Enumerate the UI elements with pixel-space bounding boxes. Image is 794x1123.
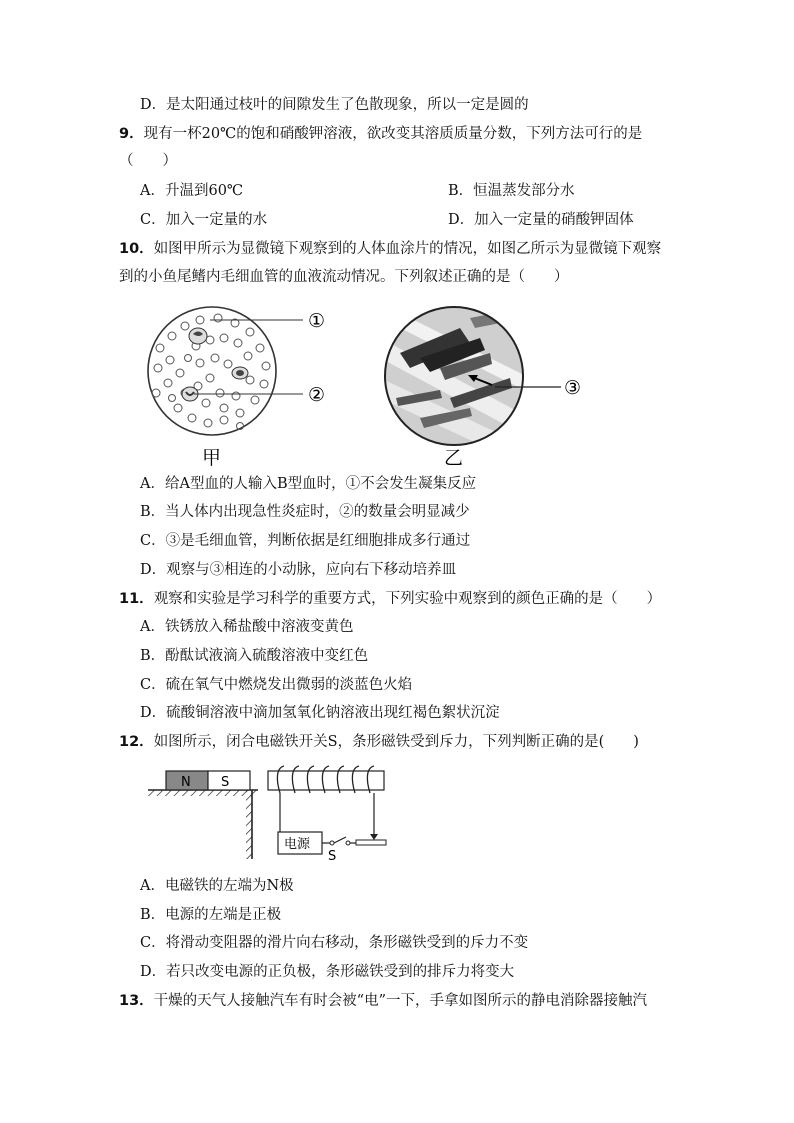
q9-option-c: C．加入一定量的水 xyxy=(140,212,268,228)
q11-stem-text: 观察和实验是学习科学的重要方式，下列实验中观察到的颜色正确的是（ ） xyxy=(153,591,662,607)
q8-option-d: D．是太阳通过枝叶的间隙发生了色散现象，所以一定是圆的 xyxy=(140,97,529,113)
q11-stem xyxy=(119,589,661,609)
q11-option-d: D．硫酸铜溶液中滴加氢氧化钠溶液出现红褐色絮状沉淀 xyxy=(140,705,500,721)
q12-option-c: C．将滑动变阻器的滑片向右移动，条形磁铁受到的斥力不变 xyxy=(140,935,529,951)
q9-stem-text: 现有一杯20℃的饱和硝酸钾溶液，欲改变其溶质质量分数，下列方法可行的是 xyxy=(143,126,643,142)
q10-stem-text-1: 如图甲所示为显微镜下观察到的人体血涂片的情况，如图乙所示为显微镜下观察 xyxy=(153,241,662,257)
capillary-diagram xyxy=(380,307,561,468)
magnet-n-label: N xyxy=(181,775,191,790)
label-yi: 乙 xyxy=(444,447,464,469)
q13-stem-text: 干燥的天气人接触汽车有时会被“电”一下，手拿如图所示的静电消除器接触汽 xyxy=(153,993,648,1009)
q10-option-d: D．观察与③相连的小动脉，应向右下移动培养皿 xyxy=(140,562,457,578)
q12-option-d: D．若只改变电源的正负极，条形磁铁受到的排斥力将变大 xyxy=(140,964,515,980)
q12-number: 12． xyxy=(119,734,154,750)
power-label: 电源 xyxy=(284,837,311,852)
q9-number: 9． xyxy=(119,126,144,142)
q9-option-a: A．升温到60℃ xyxy=(140,183,244,199)
marker-3: ③ xyxy=(564,377,582,399)
q9-paren: （ ） xyxy=(119,153,177,169)
q10-stem-line2: 到的小鱼尾鳍内毛细血管的血液流动情况。下列叙述正确的是（ ） xyxy=(119,269,569,285)
switch-label: S xyxy=(328,849,337,864)
table-surface xyxy=(148,790,258,859)
q11-option-a: A．铁锈放入稀盐酸中溶液变黄色 xyxy=(140,619,354,635)
electromagnet xyxy=(268,766,384,840)
q10-figure xyxy=(140,298,600,470)
blood-smear-diagram xyxy=(148,307,303,435)
q11-number: 11． xyxy=(119,591,154,607)
q13-stem xyxy=(119,991,647,1011)
q12-option-b: B．电源的左端是正极 xyxy=(140,907,282,923)
marker-2: ② xyxy=(308,384,326,406)
q10-option-b: B．当人体内出现急性炎症时，②的数量会明显减少 xyxy=(140,504,470,520)
q11-option-c: C．硫在氧气中燃烧发出微弱的淡蓝色火焰 xyxy=(140,677,413,693)
q9-stem xyxy=(119,124,642,144)
q12-stem-text: 如图所示，闭合电磁铁开关S，条形磁铁受到斥力，下列判断正确的是( ) xyxy=(153,734,639,750)
q9-option-d: D．加入一定量的硝酸钾固体 xyxy=(448,212,634,228)
switch-and-rheostat xyxy=(322,837,386,845)
q12-stem xyxy=(119,732,639,752)
marker-1: ① xyxy=(308,310,326,332)
q11-option-b: B．酚酞试液滴入硫酸溶液中变红色 xyxy=(140,648,369,664)
q9-option-b: B．恒温蒸发部分水 xyxy=(448,183,575,199)
q12-figure xyxy=(148,762,398,864)
magnet-s-label: S xyxy=(221,775,230,790)
q10-stem-line1 xyxy=(119,239,661,259)
q10-option-a: A．给A型血的人输入B型血时，①不会发生凝集反应 xyxy=(140,476,477,492)
label-jia: 甲 xyxy=(202,447,222,469)
q10-option-c: C．③是毛细血管，判断依据是红细胞排成多行通过 xyxy=(140,533,471,549)
q12-option-a: A．电磁铁的左端为N极 xyxy=(140,878,294,894)
bar-magnet xyxy=(166,771,250,790)
q10-number: 10． xyxy=(119,241,154,257)
q13-number: 13． xyxy=(119,993,154,1009)
